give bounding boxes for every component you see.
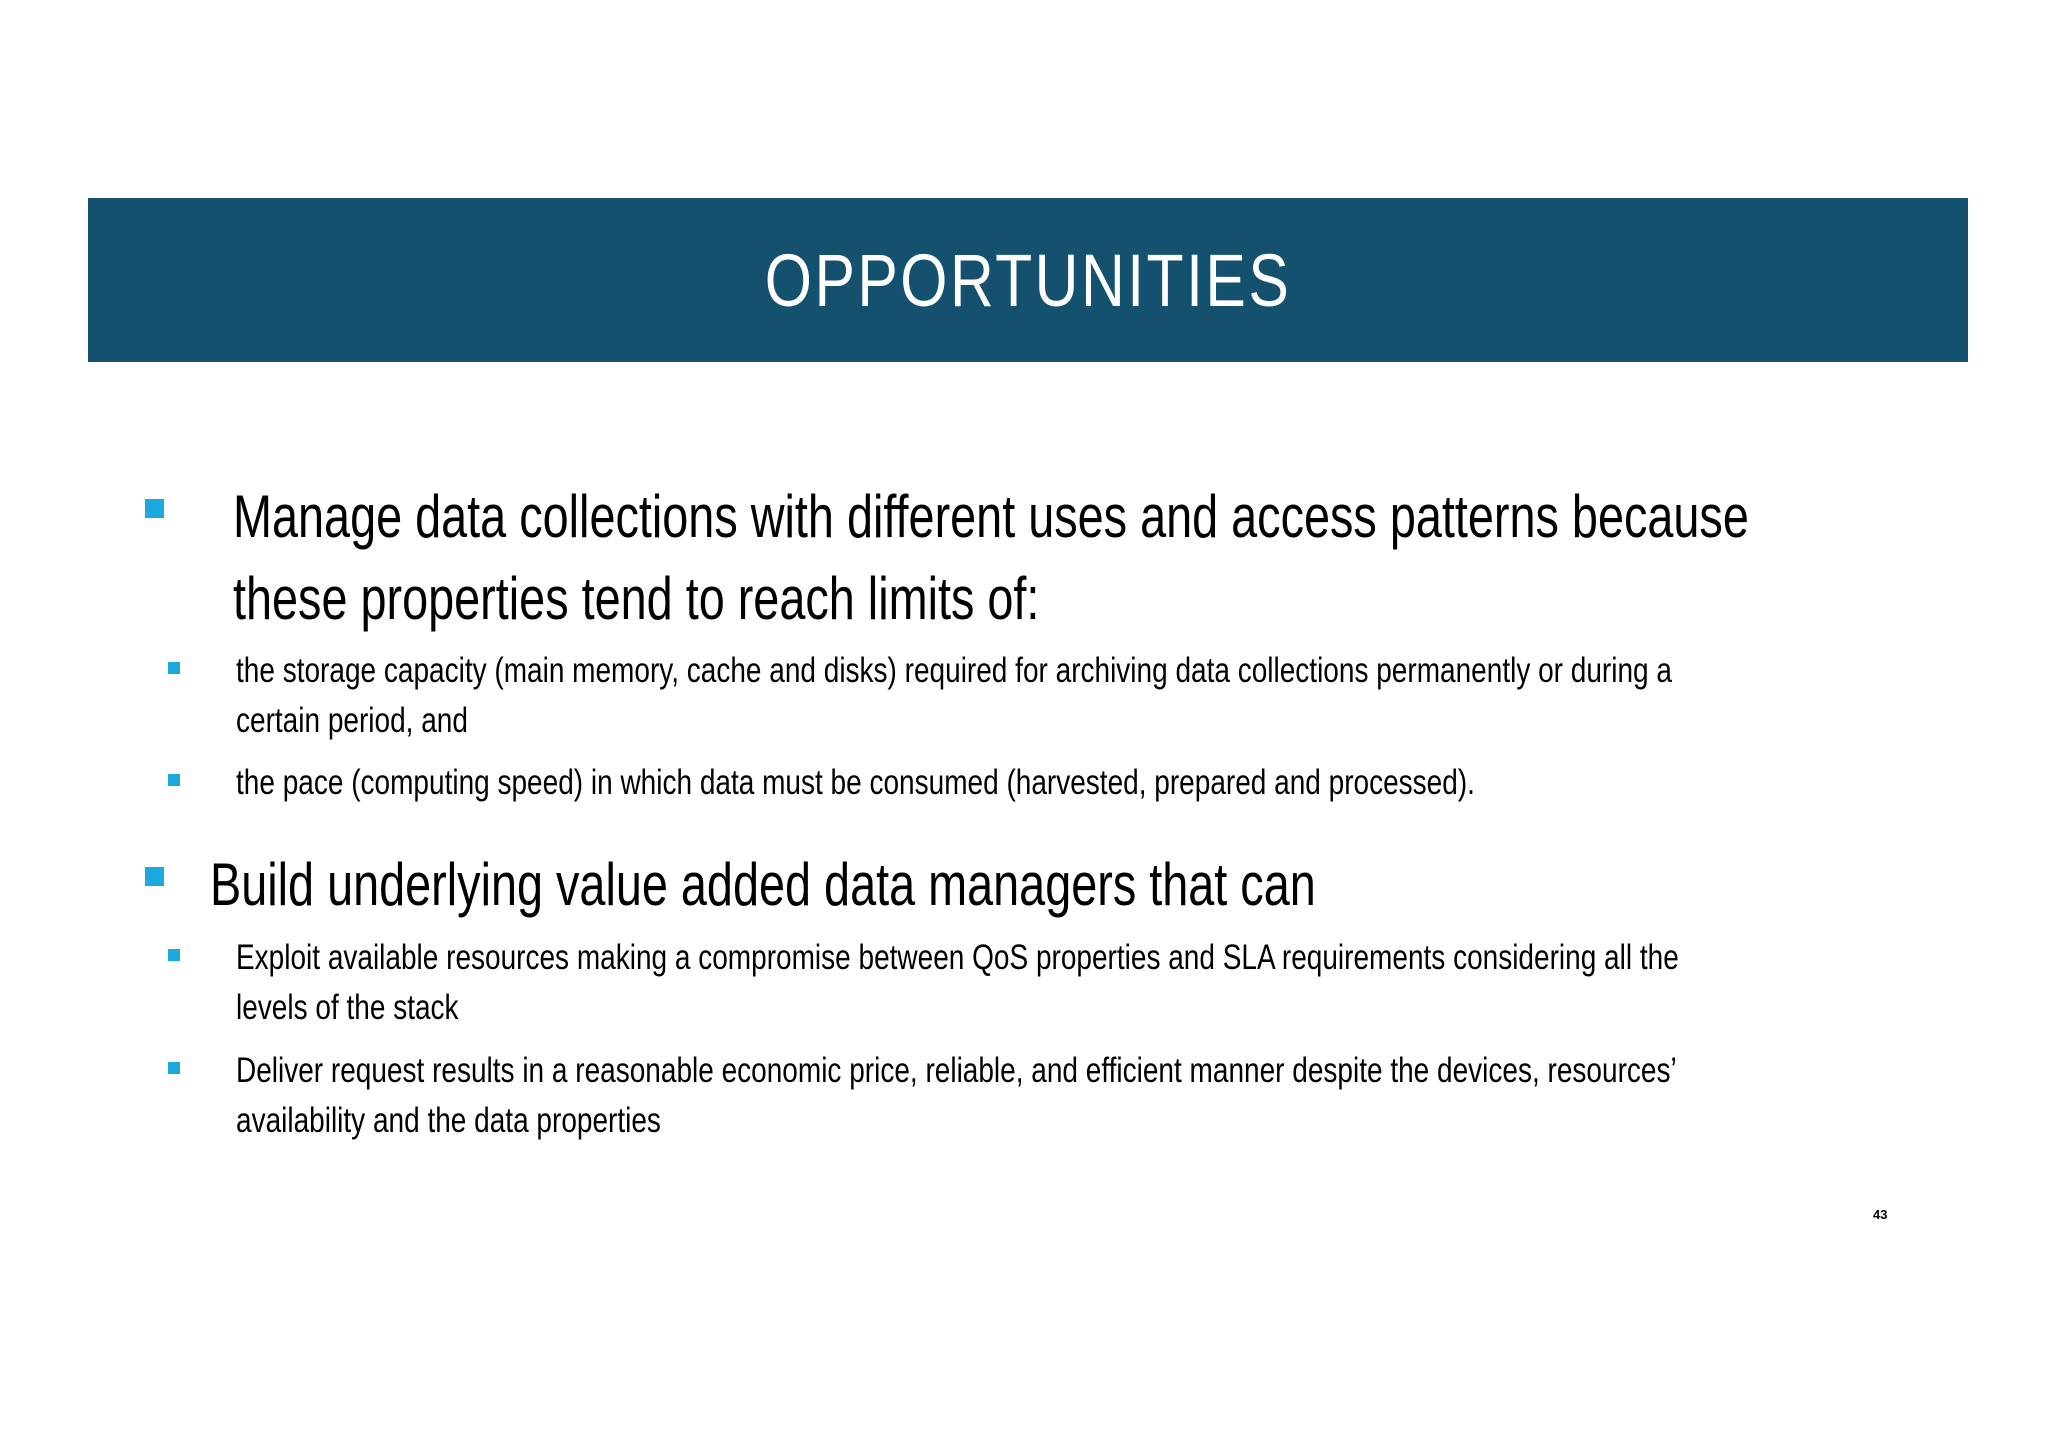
square-bullet-icon	[168, 662, 180, 674]
square-bullet-icon	[168, 774, 180, 786]
sub-bullet-1-1-line-1: the storage capacity (main memory, cache and disks) required for archiving data collections permanently or during a	[236, 651, 1672, 690]
square-bullet-icon	[145, 499, 164, 518]
sub-bullet-2-2-line-1: Deliver request results in a reasonable economic price, reliable, and efficient manner despite the devices, resources’	[236, 1051, 1677, 1090]
sub-bullet-2-2-line-2: availability and the data properties	[236, 1101, 661, 1140]
page-number: 43	[1873, 1207, 1888, 1222]
sub-bullet-2-1-line-2: levels of the stack	[236, 988, 459, 1027]
bullet-1-line-1: Manage data collections with different uses and access patterns because	[233, 483, 1749, 550]
square-bullet-icon	[145, 867, 164, 886]
title-bar	[88, 198, 1968, 362]
sub-bullet-1-2-line-1: the pace (computing speed) in which data must be consumed (harvested, prepared and processed).	[236, 763, 1475, 802]
sub-bullet-1-1-line-2: certain period, and	[236, 701, 468, 740]
bullet-1-line-2: these properties tend to reach limits of:	[233, 565, 1040, 632]
sub-bullet-2-1-line-1: Exploit available resources making a compromise between QoS properties and SLA requirements considering all the	[236, 938, 1679, 977]
bullet-2-line-1: Build underlying value added data managers that can	[210, 851, 1316, 918]
slide-title: OPPORTUNITIES	[764, 238, 1292, 322]
square-bullet-icon	[168, 949, 180, 961]
square-bullet-icon	[168, 1062, 180, 1074]
